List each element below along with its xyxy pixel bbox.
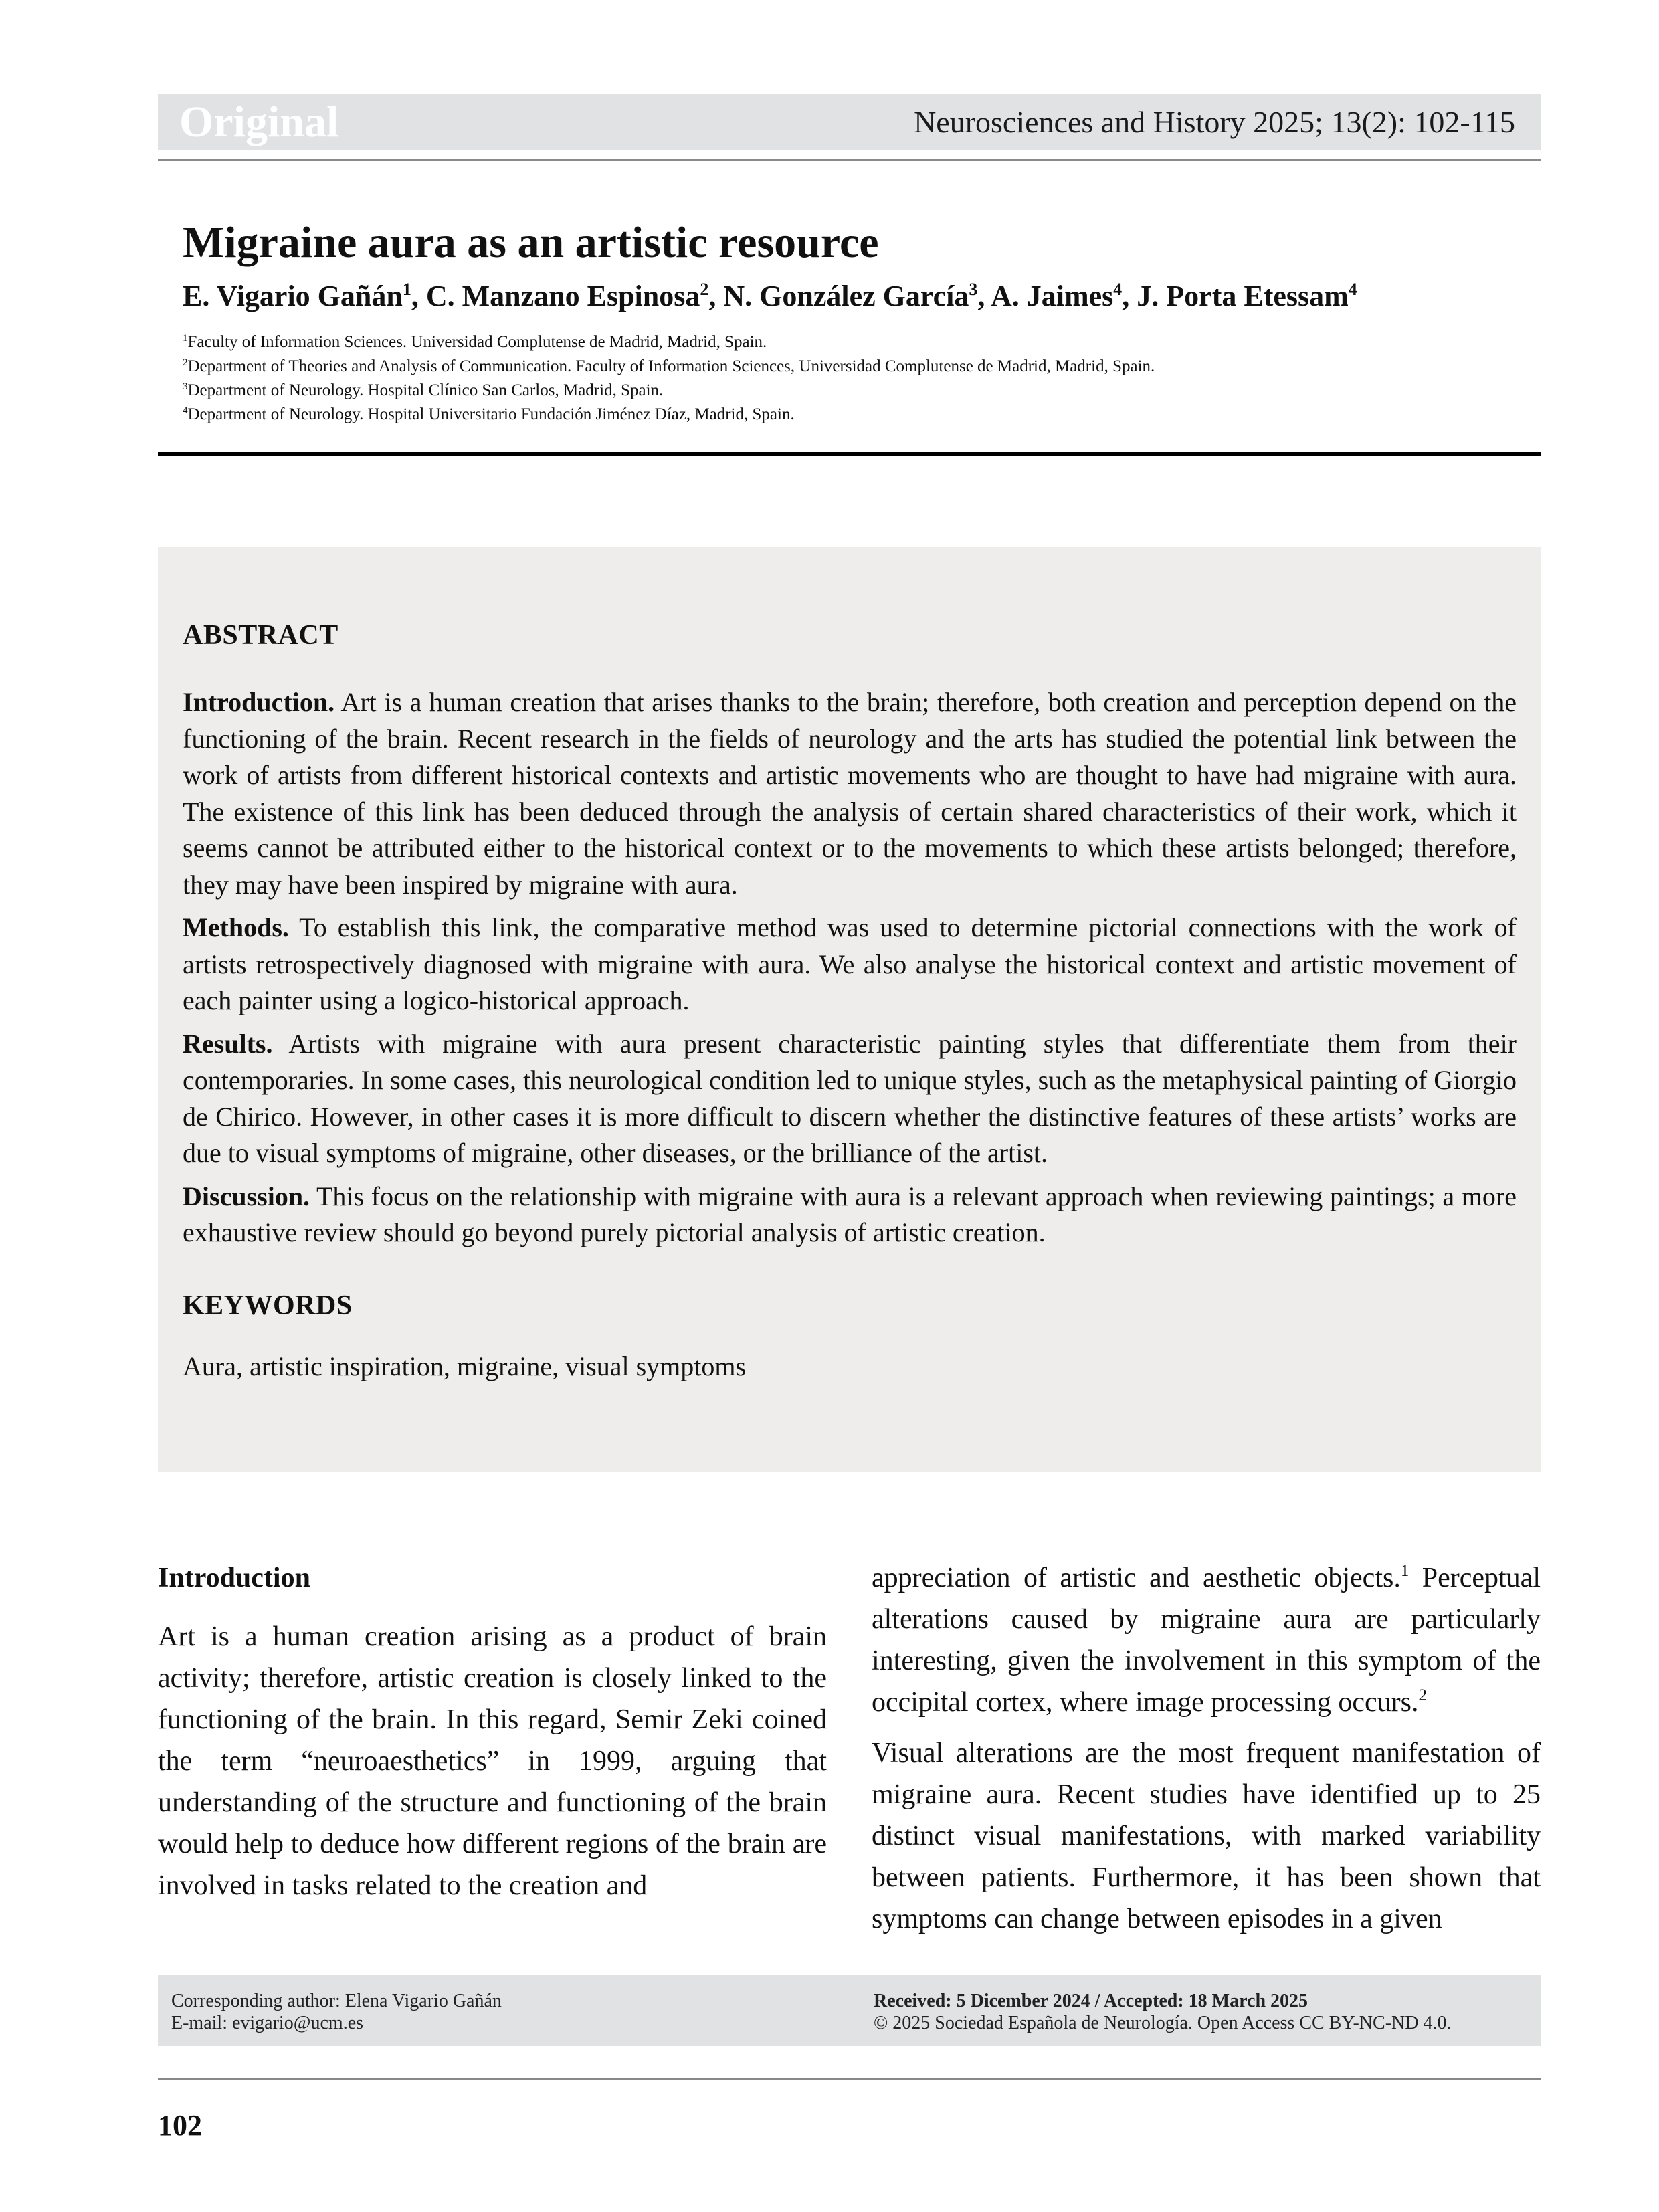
section-label: Original	[179, 98, 339, 146]
publication-info-block	[874, 1990, 1451, 2034]
author-separator: ,	[977, 280, 991, 312]
affiliation-text: Department of Neurology. Hospital Clínico San Carlos, Madrid, Spain.	[187, 381, 664, 399]
affiliation-item	[183, 330, 1155, 355]
body-column-right	[872, 1557, 1541, 1949]
body-paragraph: Visual alterations are the most frequent manifestation of migraine aura. Recent studies have identified up to 25 distinct visual manifestations, with marked variability between patients. Furthermore, it has been shown that symptoms can change between episodes in a given	[872, 1738, 1541, 1934]
author-name: C. Manzano Espinosa	[425, 280, 700, 312]
author-name: J. Porta Etessam	[1137, 280, 1349, 312]
abstract-section-label: Results.	[183, 1028, 273, 1059]
affiliation-text: Department of Neurology. Hospital Universitario Fundación Jiménez Díaz, Madrid, Spain.	[187, 405, 795, 423]
author-email[interactable]: E-mail: evigario@ucm.es	[171, 2013, 364, 2033]
author-list	[183, 276, 1357, 316]
author-affiliation-mark: 3	[969, 280, 978, 299]
footer-info-box	[158, 1975, 1541, 2046]
author-name: E. Vigario Gañán	[183, 280, 403, 312]
paragraph-text: appreciation of artistic and aesthetic objects.	[872, 1563, 1401, 1593]
affiliation-list	[183, 330, 1155, 427]
abstract-section-discussion	[183, 1179, 1517, 1251]
citation-reference[interactable]: 1	[1400, 1562, 1409, 1580]
affiliation-number: 4	[183, 405, 188, 416]
footer-divider	[158, 2078, 1541, 2080]
author-affiliation-mark: 4	[1113, 280, 1123, 299]
abstract-section-label: Introduction.	[183, 687, 335, 717]
abstract-section-results	[183, 1026, 1517, 1172]
author-separator: ,	[1122, 280, 1137, 312]
affiliation-number: 3	[183, 381, 188, 392]
affiliation-number: 1	[183, 333, 188, 344]
received-accepted-dates: Received: 5 Dicember 2024 / Accepted: 18 March 2025	[874, 1991, 1308, 2011]
affiliation-text: Department of Theories and Analysis of Communication. Faculty of Information Sciences, Universidad Complutense de Madrid, Madrid, Spain.	[187, 357, 1155, 375]
author-affiliation-mark: 2	[700, 280, 709, 299]
body-column-left	[158, 1557, 827, 1916]
abstract-body	[183, 684, 1517, 1258]
keywords-list: Aura, artistic inspiration, migraine, visual symptoms	[183, 1351, 747, 1381]
article-title: Migraine aura as an artistic resource	[183, 218, 879, 267]
header-divider	[158, 159, 1541, 161]
abstract-section-text: Art is a human creation that arises thanks to the brain; therefore, both creation and perception depend on the functioning of the brain. Recent research in the fields of neurology and the arts has studied the potential link between the work of artists from different historical contexts and artistic movements who are thought to have had migraine with aura. The existence of this link has been deduced through the analysis of certain shared characteristics of their work, which it seems cannot be attributed either to the historical context or to the movements to which these artists belonged; therefore, they may have been inspired by migraine with aura.	[183, 687, 1517, 900]
affiliation-text: Faculty of Information Sciences. Universidad Complutense de Madrid, Madrid, Spain.	[187, 333, 767, 351]
author-name: N. González García	[723, 280, 969, 312]
citation-reference[interactable]: 2	[1418, 1686, 1428, 1704]
abstract-section-text: Artists with migraine with aura present characteristic painting styles that differentiate them from their contemporaries. In some cases, this neurological condition led to unique styles, such as the metaphysical painting of Giorgio de Chirico. However, in other cases it is more difficult to discern whether the distinctive features of these artists’ works are due to visual symptoms of migraine, other diseases, or the brilliance of the artist.	[183, 1028, 1517, 1168]
affiliation-item	[183, 403, 1155, 427]
affiliation-item	[183, 379, 1155, 403]
journal-citation: Neurosciences and History 2025; 13(2): 102-115	[914, 105, 1515, 139]
abstract-section-label: Methods.	[183, 912, 289, 942]
paragraph-text: Perceptual alterations caused by migraine aura are particularly interesting, given the involvement in this symptom of the occipital cortex, where image processing occurs.	[872, 1563, 1541, 1718]
author-separator: ,	[411, 280, 426, 312]
abstract-section-text: To establish this link, the comparative method was used to determine pictorial connections with the work of artists retrospectively diagnosed with migraine with aura. We also analyse the historical context and artistic movement of each painter using a logico-historical approach.	[183, 912, 1517, 1015]
abstract-section-label: Discussion.	[183, 1181, 310, 1211]
body-paragraph: Art is a human creation arising as a product of brain activity; therefore, artistic creation is closely linked to the functioning of the brain. In this regard, Semir Zeki coined the term “neuroaesthetics” in 1999, arguing that understanding of the structure and functioning of the brain would help to deduce how different regions of the brain are involved in tasks related to the creation and	[158, 1621, 827, 1901]
title-divider	[158, 452, 1541, 456]
page-number: 102	[158, 2109, 202, 2142]
author-affiliation-mark: 4	[1348, 280, 1357, 299]
keywords-heading: KEYWORDS	[183, 1290, 353, 1321]
header-band	[158, 94, 1541, 150]
author-name: A. Jaimes	[990, 280, 1114, 312]
affiliation-item	[183, 355, 1155, 379]
abstract-heading: ABSTRACT	[183, 620, 338, 651]
abstract-section-text: This focus on the relationship with migraine with aura is a relevant approach when reviewing paintings; a more exhaustive review should go beyond purely pictorial analysis of artistic creation.	[183, 1181, 1517, 1247]
author-separator: ,	[708, 280, 724, 312]
corresponding-author-block	[171, 1990, 502, 2034]
abstract-box	[158, 547, 1541, 1472]
section-heading-introduction: Introduction	[158, 1563, 310, 1593]
author-affiliation-mark: 1	[402, 280, 411, 299]
abstract-section-methods	[183, 910, 1517, 1019]
corresponding-author: Corresponding author: Elena Vigario Gañán	[171, 1991, 502, 2011]
abstract-section-introduction	[183, 684, 1517, 903]
body-paragraph	[872, 1557, 1541, 1723]
affiliation-number: 2	[183, 357, 188, 368]
license-notice: © 2025 Sociedad Española de Neurología. Open Access CC BY-NC-ND 4.0.	[874, 2013, 1452, 2033]
